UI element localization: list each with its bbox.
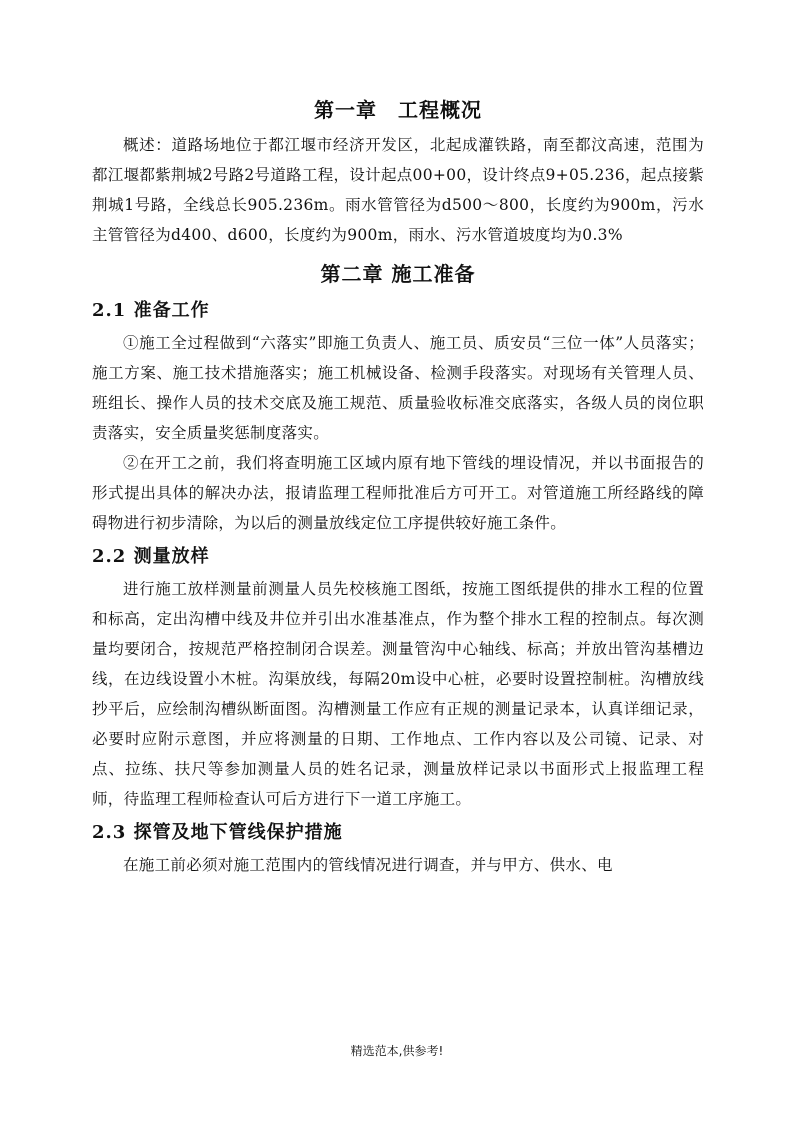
page-footer: 精选范本,供参考! [350, 1044, 444, 1058]
section-2-2-paragraph-1: 进行施工放样测量前测量人员先校核施工图纸，按施工图纸提供的排水工程的位置和标高，定出沟槽中线及井位并引出水准基准点，作为整个排水工程的控制点。每次测量均要闭合，按规范严格控制闭合误差。测量管沟中心轴线、标高；并放出管沟基槽边线，在边线设置小木桩。沟渠放线，每隔20m设中心桩，必要时设置控制桩。沟槽放线抄平后，应绘制沟槽纵断面图。沟槽测量工作应有正规的测量记录本，认真详细记录，必要时应附示意图，并应将测量的日期、工作地点、工作内容以及公司镜、记录、对点、拉练、扶尺等参加测量人员的姓名记录，测量放样记录以书面形式上报监理工程师，待监理工程师检查认可后方进行下一道工序施工。 [92, 580, 704, 808]
section-2-1-paragraph-2: ②在开工之前，我们将查明施工区域内原有地下管线的埋设情况，并以书面报告的形式提出具体的解决办法，报请监理工程师批准后方可开工。对管道施工所经路线的障碍物进行初步清除，为以后的测量放线定位工序提供较好施工条件。 [92, 454, 704, 532]
section-2-1-paragraph-1: ①施工全过程做到“六落实”即施工负责人、施工员、质安员“三位一体”人员落实；施工方案、施工技术措施落实；施工机械设备、检测手段落实。对现场有关管理人员、班组长、操作人员的技术交底及施工规范、质量验收标准交底落实，各级人员的岗位职责落实，安全质量奖惩制度落实。 [92, 334, 704, 442]
section-2-3-paragraph-1: 在施工前必须对施工范围内的管线情况进行调查，并与甲方、供水、电 [123, 856, 613, 874]
chapter-1-overview: 概述：道路场地位于都江堰市经济开发区，北起成灌铁路，南至都汶高速，范围为都江堰都紫荆城2号路2号道路工程，设计起点00+00，设计终点9+05.236，起点接紫荆城1号路，全线总长905.236m。雨水管管径为d500～800，长度约为900m，污水主管管径为d400、d600，长度约为900m，雨水、污水管道坡度均为0.3% [92, 136, 704, 244]
section-2-1-heading: 2.1 准备工作 [92, 300, 210, 321]
chapter-1-title: 第一章 工程概况 [314, 98, 482, 122]
section-2-3-heading: 2.3 探管及地下管线保护措施 [92, 822, 343, 843]
section-2-2-heading: 2.2 测量放样 [92, 546, 210, 567]
chapter-2-title: 第二章 施工准备 [320, 262, 476, 286]
